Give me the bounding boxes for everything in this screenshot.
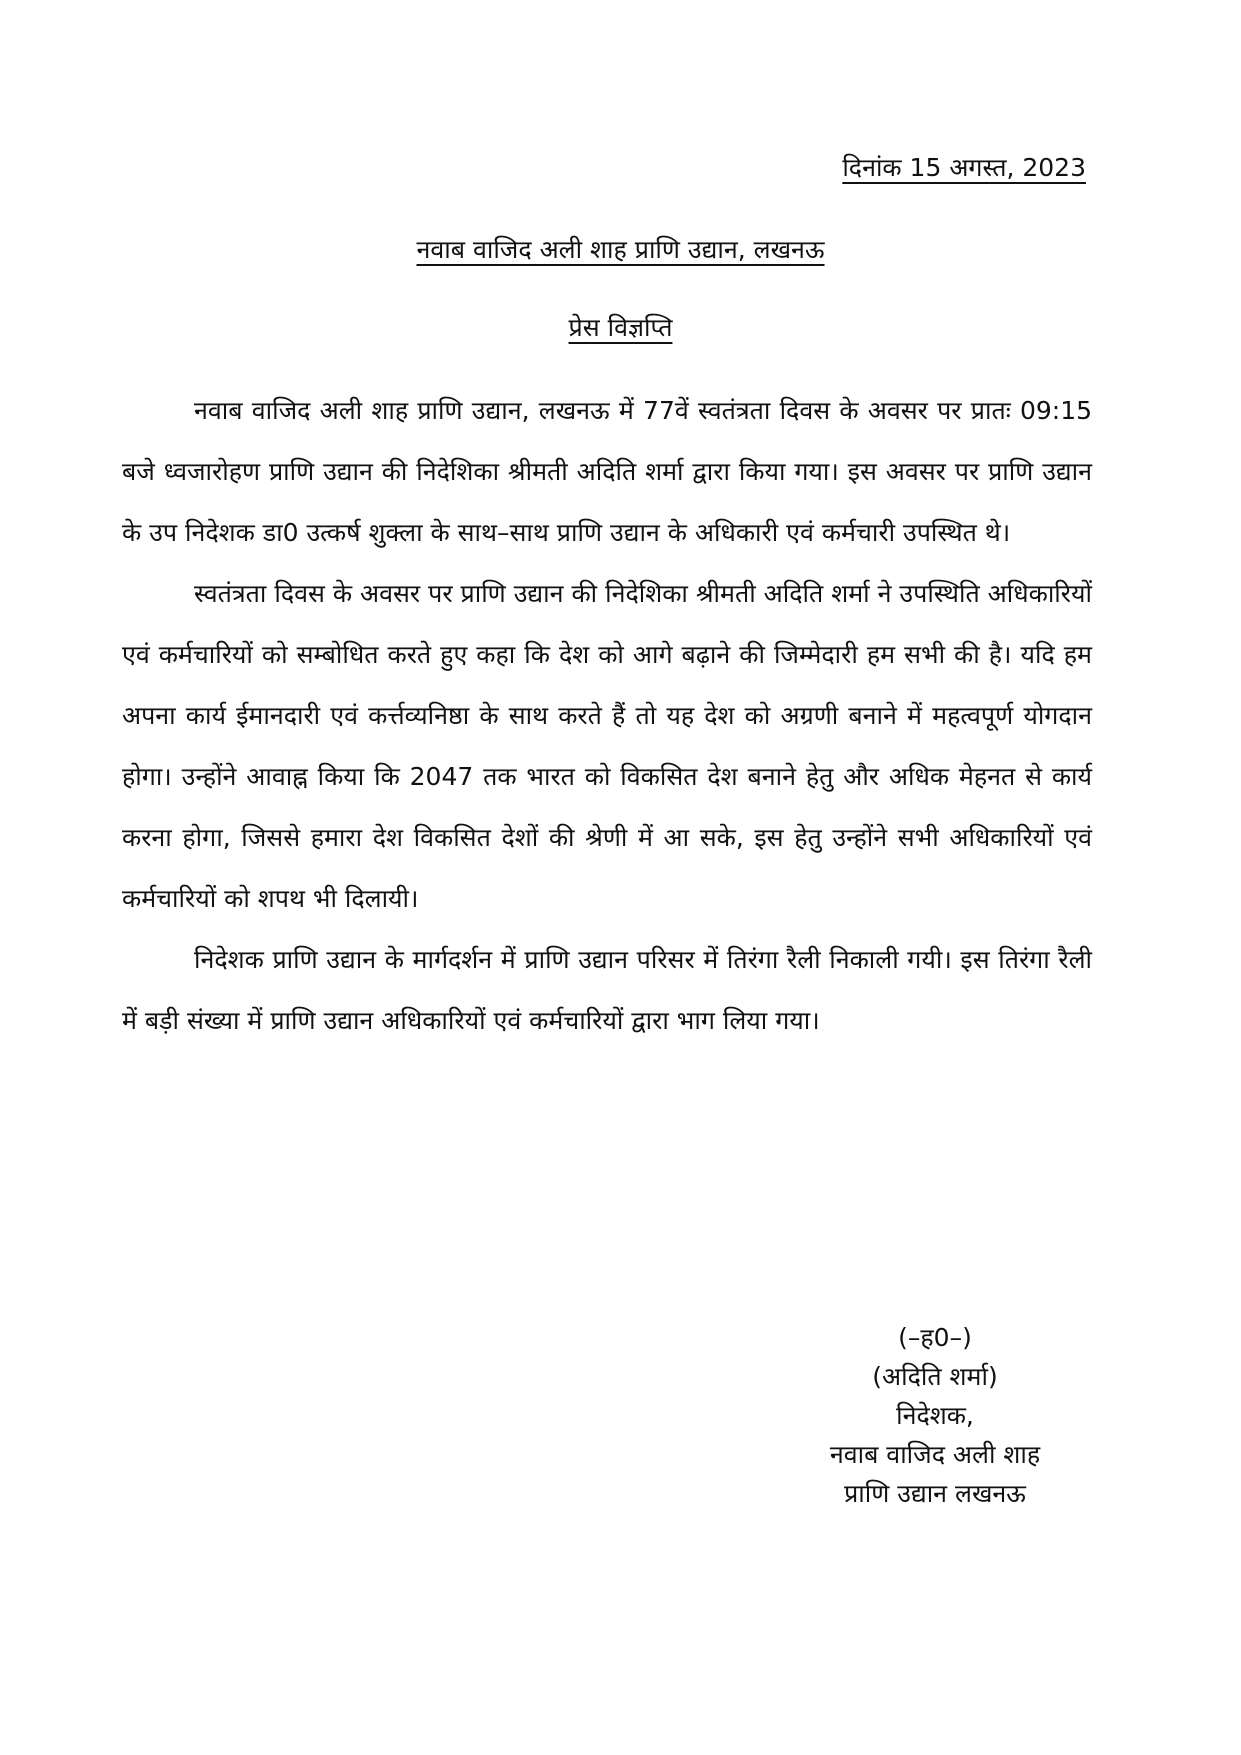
- paragraph-1: नवाब वाजिद अली शाह प्राणि उद्यान, लखनऊ में 77वें स्वतंत्रता दिवस के अवसर पर प्रातः 09:15 बजे ध्वजारोहण प्राणि उद्यान की निदेशिका श्रीमती अदिति शर्मा द्वारा किया गया। इस अवसर पर प्राणि उद्यान के उप निदेशक डा0 उत्कर्ष शुक्ला के साथ–साथ प्राणि उद्यान के अधिकारी एवं कर्मचारी उपस्थित थे।: [122, 396, 1092, 547]
- signature-block: [770, 1318, 1100, 1513]
- document-title: [0, 310, 1241, 344]
- paragraph-2: स्वतंत्रता दिवस के अवसर पर प्राणि उद्यान की निदेशिका श्रीमती अदिति शर्मा ने उपस्थिति अधिकारियों एवं कर्मचारियों को सम्बोधित करते हुए कहा कि देश को आगे बढ़ाने की जिम्मेदारी हम सभी की है। यदि हम अपना कार्य ईमानदारी एवं कर्त्तव्यनिष्ठा के साथ करते हैं तो यह देश को अग्रणी बनाने में महत्वपूर्ण योगदान होगा। उन्होंने आवाह्न किया कि 2047 तक भारत को विकसित देश बनाने हेतु और अधिक मेहनत से कार्य करना होगा, जिससे हमारा देश विकसित देशों की श्रेणी में आ सके, इस हेतु उन्होंने सभी अधिकारियों एवं कर्मचारियों को शपथ भी दिलायी।: [122, 579, 1092, 913]
- signatory-designation: निदेशक,: [896, 1401, 974, 1430]
- document-date: दिनांक 15 अगस्त, 2023: [842, 153, 1086, 182]
- press-release-body: [122, 380, 1092, 1051]
- paragraph-3: निदेशक प्राणि उद्यान के मार्गदर्शन में प्राणि उद्यान परिसर में तिरंगा रैली निकाली गयी। इस तिरंगा रैली में बड़ी संख्या में प्राणि उद्यान अधिकारियों एवं कर्मचारियों द्वारा भाग लिया गया।: [122, 945, 1092, 1035]
- organization-heading-text: नवाब वाजिद अली शाह प्राणि उद्यान, लखनऊ: [416, 235, 825, 264]
- signatory-org-line-2: प्राणि उद्यान लखनऊ: [844, 1479, 1026, 1508]
- document-title-text: प्रेस विज्ञप्ति: [568, 313, 673, 342]
- signatory-org-line-1: नवाब वाजिद अली शाह: [829, 1440, 1041, 1469]
- organization-heading: [0, 232, 1241, 266]
- signed-mark: (–ह0–): [898, 1323, 972, 1352]
- signatory-name: (अदिति शर्मा): [872, 1362, 998, 1391]
